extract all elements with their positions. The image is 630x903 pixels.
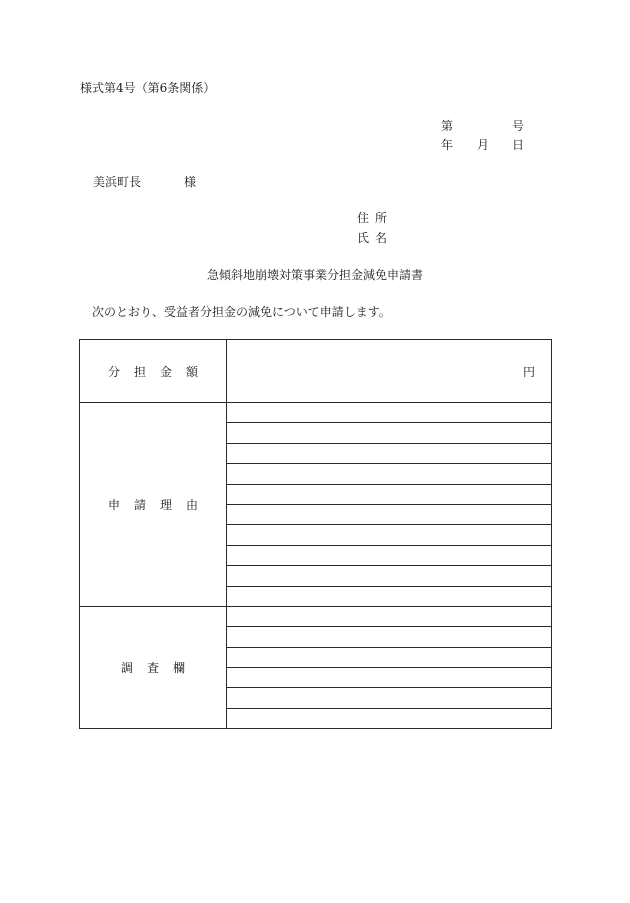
survey-line[interactable] <box>227 627 552 647</box>
amount-row <box>80 340 552 403</box>
reason-line[interactable] <box>227 484 552 504</box>
reason-line[interactable] <box>227 545 552 565</box>
reason-line[interactable] <box>227 586 552 606</box>
reason-line[interactable] <box>227 443 552 463</box>
reason-line-row <box>80 403 552 423</box>
address-label: 住所 <box>357 211 394 225</box>
reason-line[interactable] <box>227 403 552 423</box>
number-suffix: 号 <box>512 119 525 133</box>
intro-text: 次のとおり、受益者分担金の減免について申請します。 <box>92 305 391 319</box>
form-number: 様式第4号（第6条関係） <box>80 81 216 95</box>
application-table <box>79 339 552 729</box>
reason-line[interactable] <box>227 566 552 586</box>
reason-line[interactable] <box>227 464 552 484</box>
name-label: 氏名 <box>357 231 394 245</box>
survey-label: 調査欄 <box>80 606 227 728</box>
date-day-label: 日 <box>512 138 525 152</box>
survey-line[interactable] <box>227 688 552 708</box>
reason-line[interactable] <box>227 504 552 524</box>
reason-line[interactable] <box>227 423 552 443</box>
number-prefix: 第 <box>441 119 454 133</box>
date-month-label: 月 <box>477 138 490 152</box>
survey-line[interactable] <box>227 606 552 626</box>
reason-line[interactable] <box>227 525 552 545</box>
survey-line[interactable] <box>227 708 552 728</box>
document-title: 急傾斜地崩壊対策事業分担金減免申請書 <box>206 268 423 282</box>
survey-line-row <box>80 606 552 626</box>
addressee-title: 美浜町長 <box>93 175 142 189</box>
amount-unit: 円 <box>522 364 535 379</box>
date-year-label: 年 <box>441 138 454 152</box>
amount-field[interactable] <box>227 340 552 403</box>
survey-line[interactable] <box>227 647 552 667</box>
amount-label: 分担金額 <box>80 340 227 403</box>
survey-line[interactable] <box>227 668 552 688</box>
addressee-honorific: 様 <box>184 175 197 189</box>
reason-label: 申請理由 <box>80 403 227 607</box>
